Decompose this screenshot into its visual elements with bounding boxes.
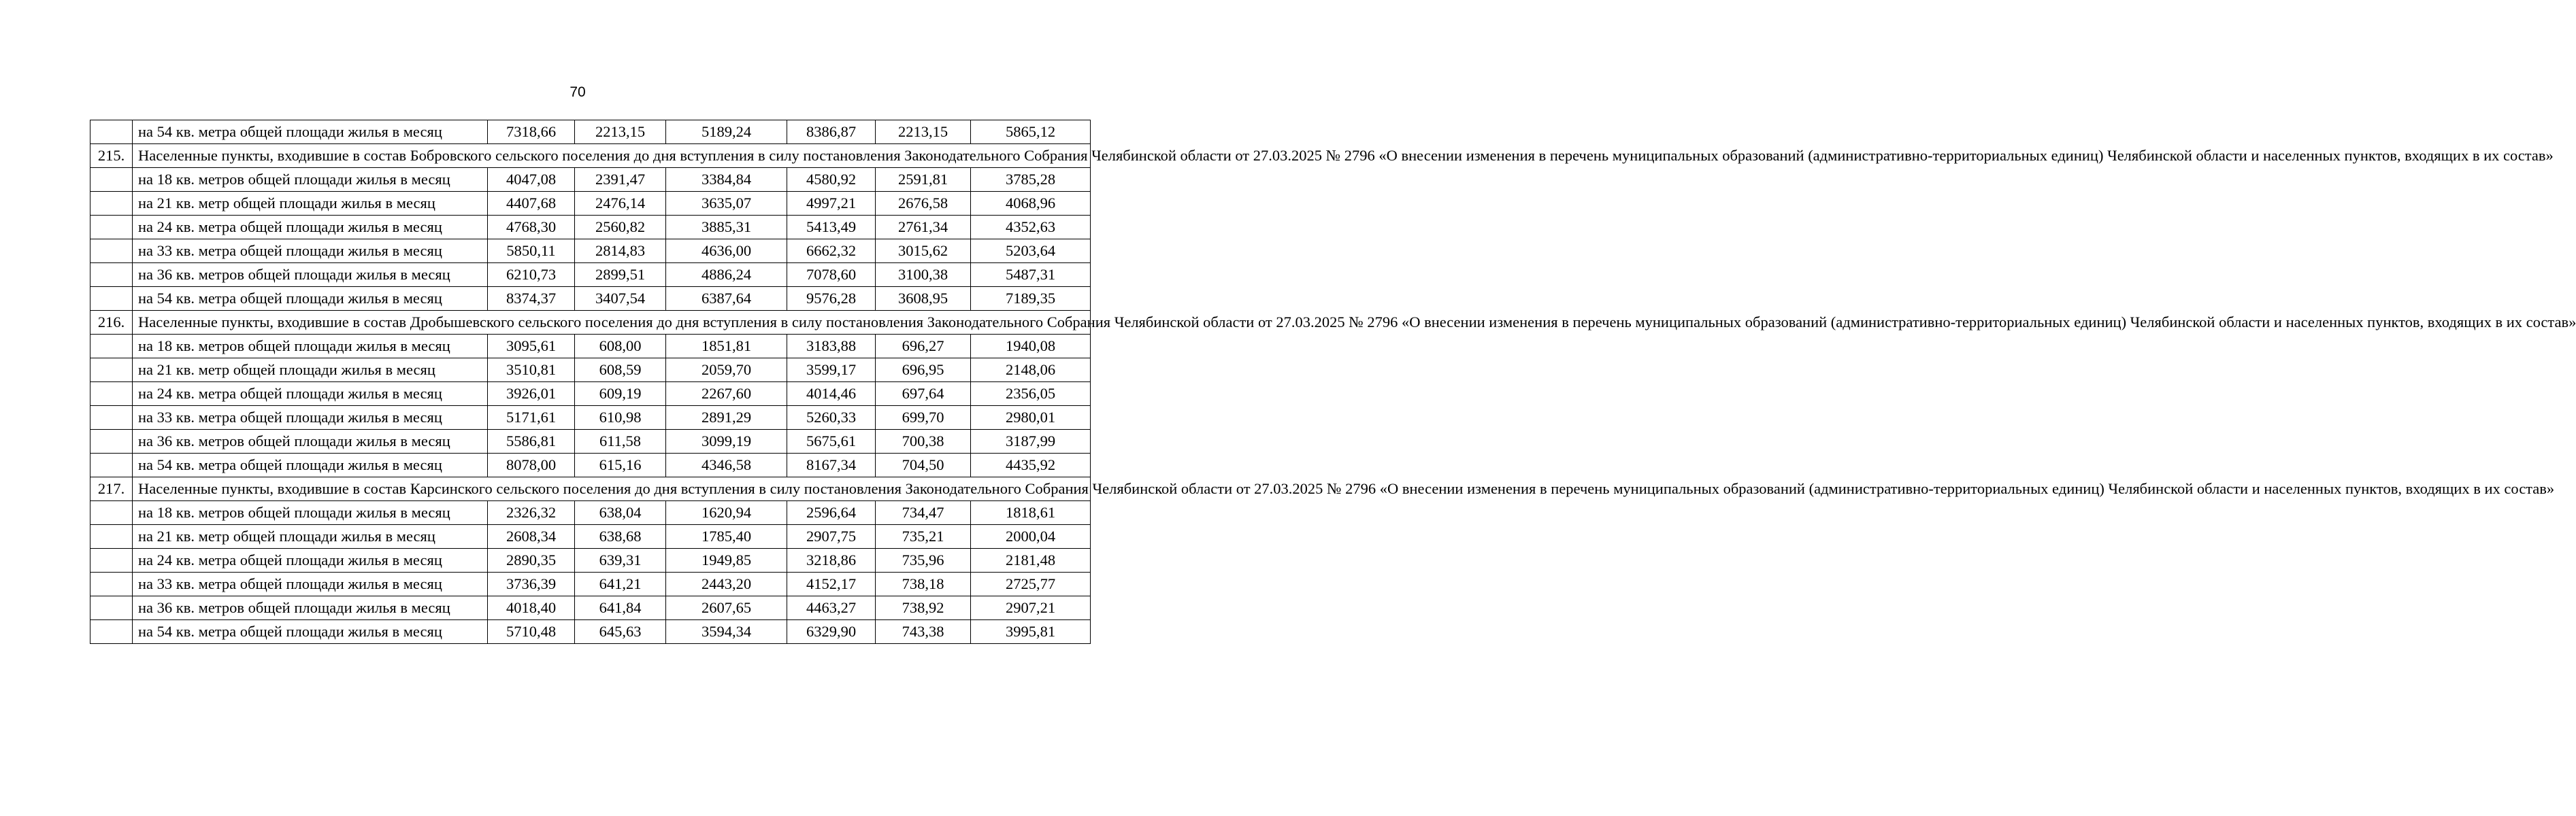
- value-cell: 1851,81: [666, 335, 787, 358]
- value-cell: 2761,34: [876, 216, 971, 239]
- value-cell: 638,04: [575, 501, 666, 525]
- value-cell: 1949,85: [666, 549, 787, 573]
- value-cell: 3926,01: [488, 382, 575, 406]
- value-cell: 2890,35: [488, 549, 575, 573]
- value-cell: 2814,83: [575, 239, 666, 263]
- value-cell: 611,58: [575, 430, 666, 454]
- row-number-cell: [90, 382, 133, 406]
- value-cell: 2891,29: [666, 406, 787, 430]
- value-cell: 3100,38: [876, 263, 971, 287]
- table-row: [90, 120, 1091, 144]
- value-cell: 5413,49: [787, 216, 876, 239]
- row-number-cell: [90, 430, 133, 454]
- row-number-cell: [90, 120, 133, 144]
- value-cell: 3599,17: [787, 358, 876, 382]
- section-description: Населенные пункты, входившие в состав Бобровского сельского поселения до дня вступления в силу постановления Законодательного Собрания Челябинской области от 27.03.2025 № 2796 «О внесении изменения в перечень муниципальных образований (административно-территориальных единиц) Челябинской области и населенных пунктов, входящих в их состав»: [133, 144, 1091, 168]
- value-cell: 5260,33: [787, 406, 876, 430]
- value-cell: 3885,31: [666, 216, 787, 239]
- table-row: [90, 216, 1091, 239]
- value-cell: 3594,34: [666, 620, 787, 644]
- value-cell: 4407,68: [488, 192, 575, 216]
- row-label: на 18 кв. метров общей площади жилья в месяц: [133, 501, 488, 525]
- value-cell: 2560,82: [575, 216, 666, 239]
- value-cell: 4047,08: [488, 168, 575, 192]
- row-number-cell: [90, 287, 133, 311]
- value-cell: 9576,28: [787, 287, 876, 311]
- value-cell: 6387,64: [666, 287, 787, 311]
- value-cell: 2148,06: [971, 358, 1091, 382]
- row-label: на 21 кв. метр общей площади жилья в месяц: [133, 192, 488, 216]
- row-number-cell: [90, 263, 133, 287]
- row-number-cell: [90, 525, 133, 549]
- value-cell: 5850,11: [488, 239, 575, 263]
- section-number: 217.: [90, 477, 133, 501]
- row-number-cell: [90, 358, 133, 382]
- value-cell: 4636,00: [666, 239, 787, 263]
- value-cell: 2980,01: [971, 406, 1091, 430]
- table-row: [90, 263, 1091, 287]
- row-label: на 54 кв. метра общей площади жилья в месяц: [133, 287, 488, 311]
- row-number-cell: [90, 596, 133, 620]
- value-cell: 3510,81: [488, 358, 575, 382]
- row-number-cell: [90, 620, 133, 644]
- value-cell: 7078,60: [787, 263, 876, 287]
- table-row: [90, 501, 1091, 525]
- tariff-table: [90, 120, 2576, 644]
- value-cell: 704,50: [876, 454, 971, 477]
- section-description: Населенные пункты, входившие в состав Дробышевского сельского поселения до дня вступления в силу постановления Законодательного Собрания Челябинской области от 27.03.2025 № 2796 «О внесении изменения в перечень муниципальных образований (административно-территориальных единиц) Челябинской области и населенных пунктов, входящих в их состав»: [133, 311, 1091, 335]
- value-cell: 3218,86: [787, 549, 876, 573]
- table-row: [90, 549, 1091, 573]
- value-cell: 3407,54: [575, 287, 666, 311]
- value-cell: 1818,61: [971, 501, 1091, 525]
- value-cell: 734,47: [876, 501, 971, 525]
- value-cell: 641,21: [575, 573, 666, 596]
- section-header-row: [90, 144, 1091, 168]
- value-cell: 4886,24: [666, 263, 787, 287]
- value-cell: 696,27: [876, 335, 971, 358]
- section-number: 215.: [90, 144, 133, 168]
- value-cell: 2443,20: [666, 573, 787, 596]
- value-cell: 8078,00: [488, 454, 575, 477]
- table-row: [90, 596, 1091, 620]
- value-cell: 5865,12: [971, 120, 1091, 144]
- row-label: на 24 кв. метра общей площади жилья в месяц: [133, 549, 488, 573]
- table-row: [90, 239, 1091, 263]
- row-label: на 54 кв. метра общей площади жилья в месяц: [133, 120, 488, 144]
- table-body: [90, 120, 2576, 644]
- row-label: на 36 кв. метров общей площади жилья в месяц: [133, 430, 488, 454]
- value-cell: 7318,66: [488, 120, 575, 144]
- value-cell: 5675,61: [787, 430, 876, 454]
- row-label: на 24 кв. метра общей площади жилья в месяц: [133, 216, 488, 239]
- table-row: [90, 620, 1091, 644]
- value-cell: 6662,32: [787, 239, 876, 263]
- table-row: [90, 168, 1091, 192]
- value-cell: 4435,92: [971, 454, 1091, 477]
- value-cell: 2059,70: [666, 358, 787, 382]
- row-number-cell: [90, 406, 133, 430]
- table-row: [90, 406, 1091, 430]
- value-cell: 2591,81: [876, 168, 971, 192]
- row-label: на 21 кв. метр общей площади жилья в месяц: [133, 525, 488, 549]
- row-label: на 21 кв. метр общей площади жилья в месяц: [133, 358, 488, 382]
- value-cell: 615,16: [575, 454, 666, 477]
- value-cell: 2213,15: [575, 120, 666, 144]
- section-header-row: [90, 477, 1091, 501]
- value-cell: 4346,58: [666, 454, 787, 477]
- value-cell: 608,00: [575, 335, 666, 358]
- value-cell: 2000,04: [971, 525, 1091, 549]
- row-label: на 33 кв. метра общей площади жилья в месяц: [133, 406, 488, 430]
- value-cell: 3015,62: [876, 239, 971, 263]
- row-label: на 36 кв. метров общей площади жилья в месяц: [133, 596, 488, 620]
- section-description: Населенные пункты, входившие в состав Карсинского сельского поселения до дня вступления в силу постановления Законодательного Собрания Челябинской области от 27.03.2025 № 2796 «О внесении изменения в перечень муниципальных образований (административно-территориальных единиц) Челябинской области и населенных пунктов, входящих в их состав»: [133, 477, 1091, 501]
- table-row: [90, 287, 1091, 311]
- value-cell: 641,84: [575, 596, 666, 620]
- row-number-cell: [90, 192, 133, 216]
- value-cell: 3187,99: [971, 430, 1091, 454]
- value-cell: 735,96: [876, 549, 971, 573]
- value-cell: 2326,32: [488, 501, 575, 525]
- value-cell: 2391,47: [575, 168, 666, 192]
- value-cell: 608,59: [575, 358, 666, 382]
- page-number: 70: [569, 84, 586, 100]
- table-row: [90, 573, 1091, 596]
- row-number-cell: [90, 501, 133, 525]
- table-row: [90, 525, 1091, 549]
- value-cell: 735,21: [876, 525, 971, 549]
- value-cell: 4068,96: [971, 192, 1091, 216]
- value-cell: 2907,75: [787, 525, 876, 549]
- row-label: на 33 кв. метра общей площади жилья в месяц: [133, 573, 488, 596]
- value-cell: 2676,58: [876, 192, 971, 216]
- value-cell: 8374,37: [488, 287, 575, 311]
- table-row: [90, 454, 1091, 477]
- value-cell: 743,38: [876, 620, 971, 644]
- value-cell: 2213,15: [876, 120, 971, 144]
- value-cell: 2267,60: [666, 382, 787, 406]
- value-cell: 2608,34: [488, 525, 575, 549]
- table-row: [90, 335, 1091, 358]
- value-cell: 4152,17: [787, 573, 876, 596]
- value-cell: 2607,65: [666, 596, 787, 620]
- value-cell: 2596,64: [787, 501, 876, 525]
- value-cell: 3608,95: [876, 287, 971, 311]
- value-cell: 4014,46: [787, 382, 876, 406]
- value-cell: 4018,40: [488, 596, 575, 620]
- value-cell: 699,70: [876, 406, 971, 430]
- value-cell: 1620,94: [666, 501, 787, 525]
- table-row: [90, 192, 1091, 216]
- value-cell: 3099,19: [666, 430, 787, 454]
- value-cell: 1940,08: [971, 335, 1091, 358]
- table-row: [90, 430, 1091, 454]
- value-cell: 5189,24: [666, 120, 787, 144]
- row-label: на 54 кв. метра общей площади жилья в месяц: [133, 454, 488, 477]
- value-cell: 4580,92: [787, 168, 876, 192]
- row-number-cell: [90, 335, 133, 358]
- value-cell: 3183,88: [787, 335, 876, 358]
- row-label: на 18 кв. метров общей площади жилья в месяц: [133, 168, 488, 192]
- value-cell: 738,18: [876, 573, 971, 596]
- value-cell: 2907,21: [971, 596, 1091, 620]
- table-row: [90, 358, 1091, 382]
- value-cell: 638,68: [575, 525, 666, 549]
- value-cell: 2476,14: [575, 192, 666, 216]
- value-cell: 4463,27: [787, 596, 876, 620]
- value-cell: 639,31: [575, 549, 666, 573]
- value-cell: 2356,05: [971, 382, 1091, 406]
- value-cell: 8386,87: [787, 120, 876, 144]
- value-cell: 5171,61: [488, 406, 575, 430]
- value-cell: 5710,48: [488, 620, 575, 644]
- row-label: на 33 кв. метра общей площади жилья в месяц: [133, 239, 488, 263]
- row-label: на 54 кв. метра общей площади жилья в месяц: [133, 620, 488, 644]
- row-number-cell: [90, 549, 133, 573]
- value-cell: 3095,61: [488, 335, 575, 358]
- row-label: на 18 кв. метров общей площади жилья в месяц: [133, 335, 488, 358]
- table-row: [90, 382, 1091, 406]
- value-cell: 8167,34: [787, 454, 876, 477]
- value-cell: 610,98: [575, 406, 666, 430]
- value-cell: 2181,48: [971, 549, 1091, 573]
- value-cell: 5586,81: [488, 430, 575, 454]
- value-cell: 3635,07: [666, 192, 787, 216]
- row-number-cell: [90, 573, 133, 596]
- section-number: 216.: [90, 311, 133, 335]
- value-cell: 4768,30: [488, 216, 575, 239]
- value-cell: 696,95: [876, 358, 971, 382]
- value-cell: 3384,84: [666, 168, 787, 192]
- value-cell: 3785,28: [971, 168, 1091, 192]
- row-number-cell: [90, 216, 133, 239]
- value-cell: 2899,51: [575, 263, 666, 287]
- row-number-cell: [90, 168, 133, 192]
- value-cell: 5487,31: [971, 263, 1091, 287]
- row-label: на 36 кв. метров общей площади жилья в месяц: [133, 263, 488, 287]
- value-cell: 1785,40: [666, 525, 787, 549]
- value-cell: 6329,90: [787, 620, 876, 644]
- row-number-cell: [90, 454, 133, 477]
- value-cell: 6210,73: [488, 263, 575, 287]
- value-cell: 3736,39: [488, 573, 575, 596]
- value-cell: 738,92: [876, 596, 971, 620]
- value-cell: 2725,77: [971, 573, 1091, 596]
- value-cell: 3995,81: [971, 620, 1091, 644]
- value-cell: 697,64: [876, 382, 971, 406]
- value-cell: 645,63: [575, 620, 666, 644]
- row-number-cell: [90, 239, 133, 263]
- value-cell: 700,38: [876, 430, 971, 454]
- row-label: на 24 кв. метра общей площади жилья в месяц: [133, 382, 488, 406]
- value-cell: 7189,35: [971, 287, 1091, 311]
- value-cell: 4352,63: [971, 216, 1091, 239]
- value-cell: 4997,21: [787, 192, 876, 216]
- section-header-row: [90, 311, 1091, 335]
- value-cell: 5203,64: [971, 239, 1091, 263]
- value-cell: 609,19: [575, 382, 666, 406]
